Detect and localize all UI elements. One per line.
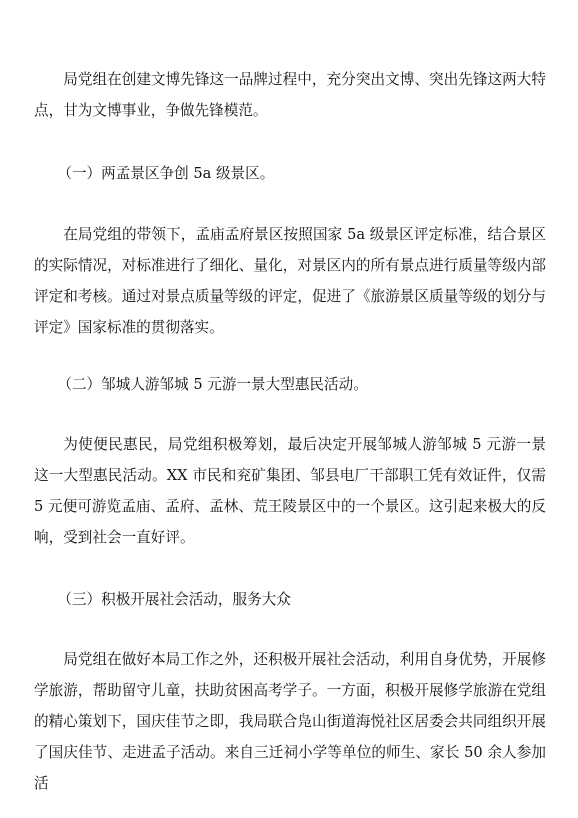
paragraph-section-3: 局党组在做好本局工作之外，还积极开展社会活动，利用自身优势，开展修学旅游，帮助留守儿童，扶助贫困高考学子。一方面，积极开展修学旅游在党组的精心策划下，国庆佳节之即，我局联合凫山街道海悦社区居委会共同组织开展了国庆佳节、走进孟子活动。来自三迁祠小学等单位的师生、家长 50 余人参加活 <box>34 651 546 792</box>
paragraph-intro: 局党组在创建文博先锋这一品牌过程中，充分突出文博、突出先锋这两大特点，甘为文博事业，争做先锋模范。 <box>34 71 546 119</box>
section-heading-2: （二）邹城人游邹城 5 元游一景大型惠民活动。 <box>57 376 368 393</box>
paragraph-section-2: 为使便民惠民，局党组积极筹划，最后决定开展邹城人游邹城 5 元游一景这一大型惠民活动。XX 市民和兖矿集团、邹县电厂干部职工凭有效证件，仅需 5 元便可游览孟庙、孟府、孟林、荒王陵景区中的一个景区。这引起来极大的反响，受到社会一直好评。 <box>34 436 546 546</box>
paragraph-section-1: 在局党组的带领下，孟庙孟府景区按照国家 5a 级景区评定标准，结合景区的实际情况，对标准进行了细化、量化，对景区内的所有景点进行质量等级内部评定和考核。通过对景点质量等级的评定，促进了《旅游景区质量等级的划分与评定》国家标准的贯彻落实。 <box>34 226 546 336</box>
section-heading-3: （三）积极开展社会活动，服务大众 <box>57 591 291 608</box>
section-heading-1: （一）两孟景区争创 5a 级景区。 <box>57 165 275 182</box>
